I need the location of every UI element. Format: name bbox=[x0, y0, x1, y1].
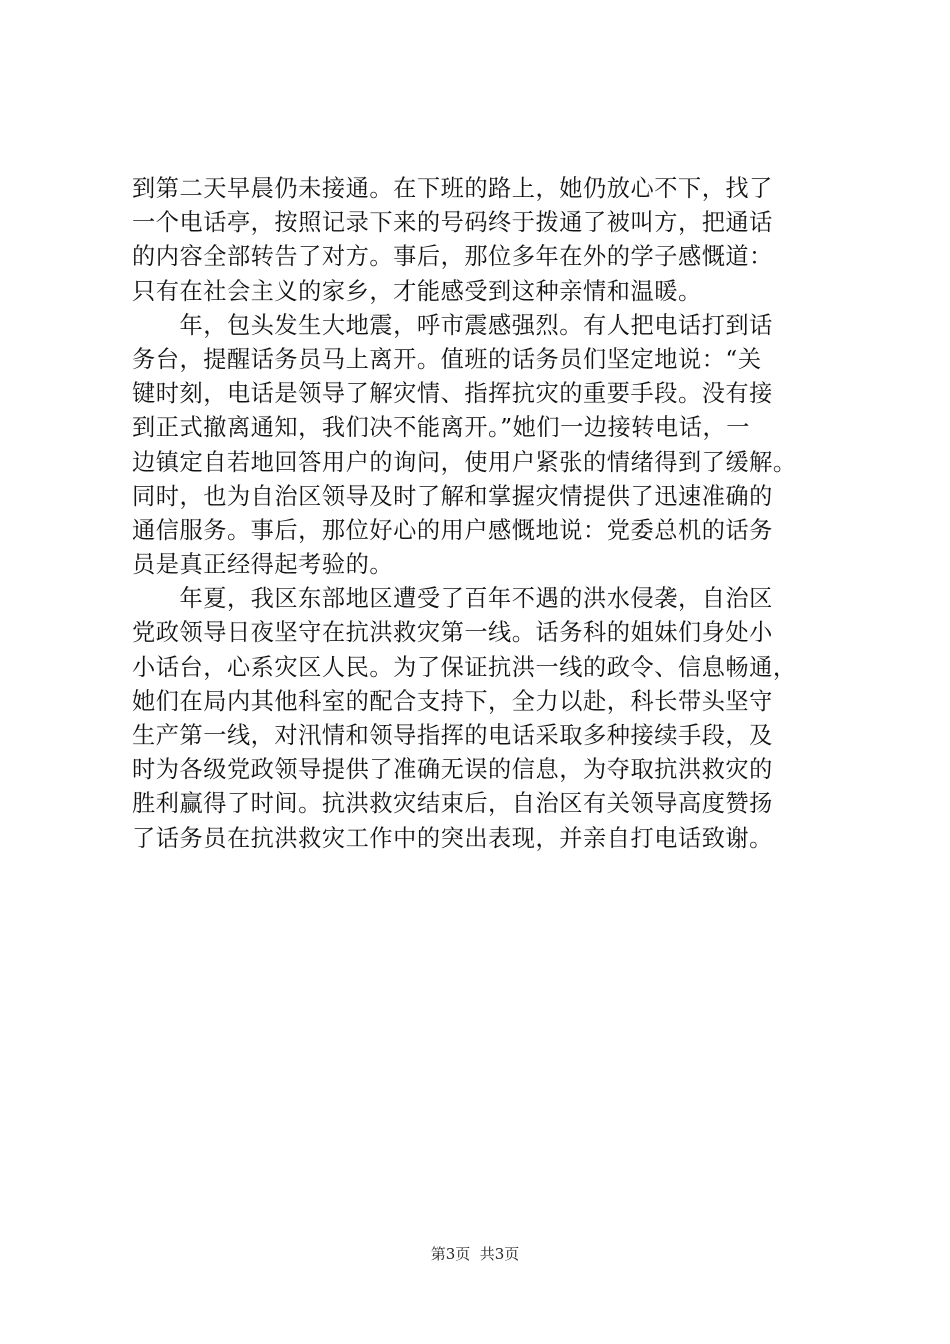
text-line: 胜利赢得了时间。抗洪救灾结束后，自治区有关领导高度赞扬 bbox=[132, 790, 773, 818]
text-line: 年，包头发生大地震，呼市震感强烈。有人把电话打到话 bbox=[132, 311, 773, 339]
text-line: 年夏，我区东部地区遭受了百年不遇的洪水侵袭，自治区 bbox=[132, 585, 773, 613]
page-number: 第3页 共3页 bbox=[430, 1245, 520, 1263]
text-line: 的内容全部转告了对方。事后，那位多年在外的学子感慨道： bbox=[132, 243, 773, 271]
body-text bbox=[132, 172, 844, 856]
text-line: 员是真正经得起考验的。 bbox=[132, 551, 394, 579]
text-line: 只有在社会主义的家乡，才能感受到这种亲情和温暖。 bbox=[132, 277, 702, 305]
text-line: 小话台，心系灾区人民。为了保证抗洪一线的政令、信息畅通， bbox=[132, 653, 797, 681]
text-line: 她们在局内其他科室的配合支持下，全力以赴，科长带头坚守 bbox=[132, 687, 773, 715]
page-footer bbox=[0, 1244, 950, 1264]
text-line: 时为各级党政领导提供了准确无误的信息，为夺取抗洪救灾的 bbox=[132, 756, 773, 784]
text-line: 党政领导日夜坚守在抗洪救灾第一线。话务科的姐妹们身处小 bbox=[132, 619, 773, 647]
text-line: 到第二天早晨仍未接通。在下班的路上，她仍放心不下，找了 bbox=[132, 175, 773, 202]
text-line: 键时刻，电话是领导了解灾情、指挥抗灾的重要手段。没有接 bbox=[132, 380, 773, 408]
text-line: 边镇定自若地回答用户的询问，使用户紧张的情绪得到了缓解。 bbox=[132, 448, 797, 476]
text-line: 了话务员在抗洪救灾工作中的突出表现，并亲自打电话致谢。 bbox=[132, 824, 773, 852]
text-line: 生产第一线，对汛情和领导指挥的电话采取多种接续手段，及 bbox=[132, 722, 773, 749]
text-line: 一个电话亭，按照记录下来的号码终于拨通了被叫方，把通话 bbox=[132, 209, 773, 237]
text-line: 通信服务。事后，那位好心的用户感慨地说：党委总机的话务 bbox=[132, 516, 773, 544]
text-line: 同时，也为自治区领导及时了解和掌握灾情提供了迅速准确的 bbox=[132, 482, 773, 510]
text-line: 到正式撤离通知，我们决不能离开。”她们一边接转电话，一 bbox=[132, 414, 750, 442]
text-line: 务台，提醒话务员马上离开。值班的话务员们坚定地说：“关 bbox=[132, 345, 762, 373]
